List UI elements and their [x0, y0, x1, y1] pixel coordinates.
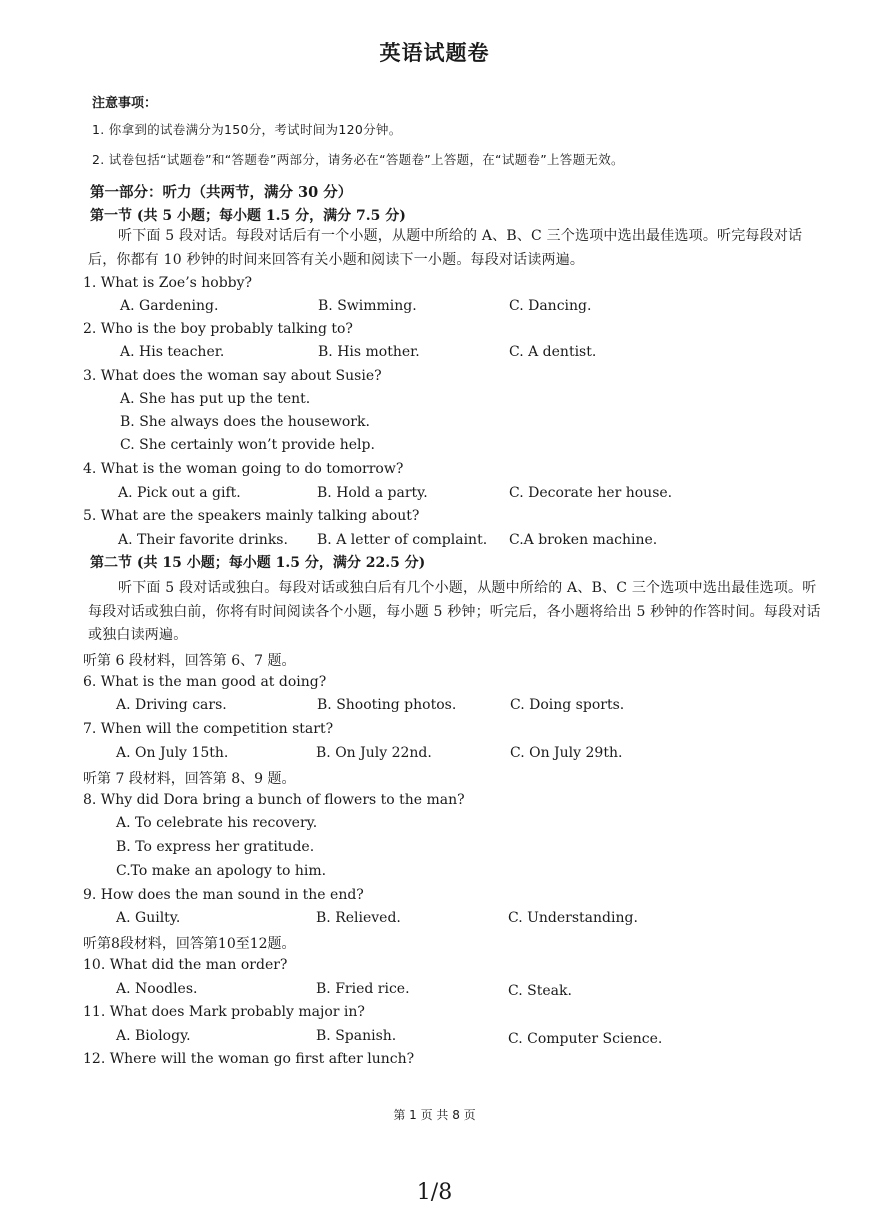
question-7-option-b: B. On July 22nd. [316, 745, 432, 761]
question-11-option-b: B. Spanish. [316, 1028, 397, 1044]
notes-heading: 注意事项： [92, 96, 158, 111]
question-12-stem: 12. Where will the woman go first after lunch? [83, 1051, 415, 1067]
question-9-option-a: A. Guilty. [116, 910, 181, 926]
question-2-stem: 2. Who is the boy probably talking to? [83, 321, 353, 337]
page-title: 英语试题卷 [379, 41, 490, 65]
question-8-option-b: B. To express her gratitude. [116, 839, 315, 855]
question-7-option-a: A. On July 15th. [116, 745, 229, 761]
question-3-option-a: A. She has put up the tent. [120, 391, 311, 407]
note-item-2: 2. 试卷包括“试题卷”和“答题卷”两部分，请务必在“答题卷”上答题，在“试题卷”上答题无效。 [92, 152, 624, 167]
question-2-option-b: B. His mother. [318, 344, 420, 360]
part1-title: 第一部分：听力（共两节，满分 30 分） [90, 184, 353, 201]
question-1-option-a: A. Gardening. [120, 298, 219, 314]
question-9-stem: 9. How does the man sound in the end? [83, 887, 364, 903]
question-10-option-b: B. Fried rice. [316, 981, 410, 997]
question-1-option-b: B. Swimming. [318, 298, 417, 314]
question-6-stem: 6. What is the man good at doing? [83, 674, 327, 690]
material-8-label: 听第8段材料，回答第10至12题。 [83, 936, 296, 952]
page-number: 1/8 [416, 1180, 453, 1205]
question-5-option-b: B. A letter of complaint. [317, 532, 488, 548]
question-5-option-a: A. Their favorite drinks. [118, 532, 288, 548]
question-3-stem: 3. What does the woman say about Susie? [83, 368, 382, 384]
question-11-option-a: A. Biology. [116, 1028, 191, 1044]
question-2-option-a: A. His teacher. [120, 344, 225, 360]
note-item-1: 1. 你拿到的试卷满分为150分，考试时间为120分钟。 [92, 122, 402, 137]
question-8-option-a: A. To celebrate his recovery. [116, 815, 318, 831]
question-11-option-c: C. Computer Science. [508, 1031, 663, 1047]
question-7-option-c: C. On July 29th. [510, 745, 623, 761]
question-10-stem: 10. What did the man order? [83, 957, 288, 973]
question-4-option-a: A. Pick out a gift. [118, 485, 241, 501]
question-8-option-c: C.To make an apology to him. [116, 863, 327, 879]
question-1-option-c: C. Dancing. [509, 298, 592, 314]
question-11-stem: 11. What does Mark probably major in? [83, 1004, 365, 1020]
question-4-stem: 4. What is the woman going to do tomorrow? [83, 461, 404, 477]
question-9-option-b: B. Relieved. [316, 910, 401, 926]
material-6-label: 听第 6 段材料，回答第 6、7 题。 [83, 653, 296, 669]
question-1-stem: 1. What is Zoe’s hobby? [83, 275, 253, 291]
section2-instruction: 听下面 5 段对话或独白。每段对话或独白后有几个小题，从题中所给的 A、B、C 三个选项中选出最佳选项。听每段对话或独白前，你将有时间阅读各个小题，每小题 5 秒钟；听完后，各小题将给出 5 秒钟的作答时间。每段对话或独白读两遍。 [88, 580, 821, 643]
section1-instruction: 听下面 5 段对话。每段对话后有一个小题，从题中所给的 A、B、C 三个选项中选出最佳选项。听完每段对话后，你都有 10 秒钟的时间来回答有关小题和阅读下一小题。每段对话读两遍。 [88, 228, 803, 268]
question-6-option-b: B. Shooting photos. [317, 697, 457, 713]
section2-title: 第二节 (共 15 小题；每小题 1.5 分，满分 22.5 分) [90, 555, 426, 571]
question-6-option-c: C. Doing sports. [510, 697, 625, 713]
question-4-option-c: C. Decorate her house. [509, 485, 673, 501]
question-5-stem: 5. What are the speakers mainly talking about? [83, 508, 420, 524]
question-9-option-c: C. Understanding. [508, 910, 638, 926]
page-footer: 第 1 页 共 8 页 [393, 1108, 476, 1122]
question-7-stem: 7. When will the competition start? [83, 721, 334, 737]
section1-title: 第一节 (共 5 小题；每小题 1.5 分，满分 7.5 分) [90, 208, 406, 224]
question-3-option-b: B. She always does the housework. [120, 414, 370, 430]
question-8-stem: 8. Why did Dora bring a bunch of flowers to the man? [83, 792, 465, 808]
question-2-option-c: C. A dentist. [509, 344, 597, 360]
question-4-option-b: B. Hold a party. [317, 485, 428, 501]
question-10-option-a: A. Noodles. [116, 981, 198, 997]
material-7-label: 听第 7 段材料，回答第 8、9 题。 [83, 771, 296, 787]
question-6-option-a: A. Driving cars. [116, 697, 227, 713]
question-10-option-c: C. Steak. [508, 983, 572, 999]
question-5-option-c: C.A broken machine. [509, 532, 658, 548]
question-3-option-c: C. She certainly won’t provide help. [120, 437, 375, 453]
